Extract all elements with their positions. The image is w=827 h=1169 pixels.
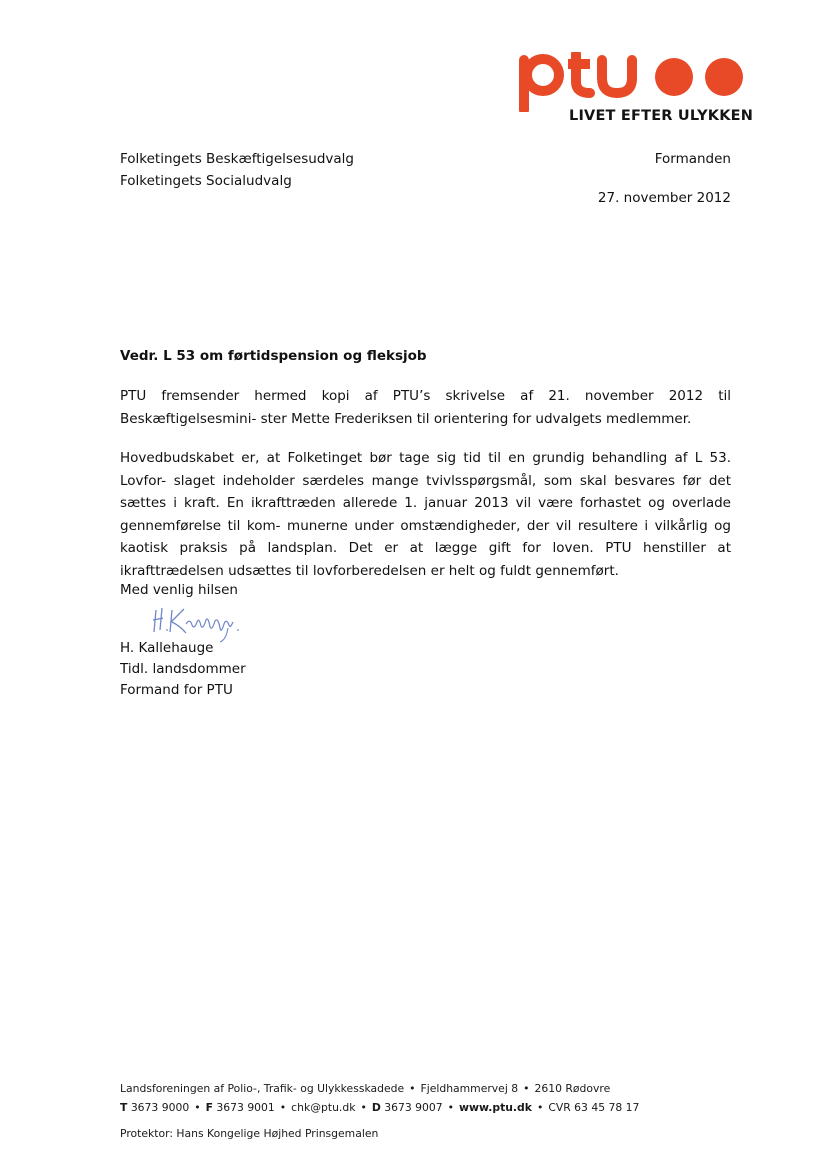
- footer-org-name: Landsforeningen af Polio-, Trafik- og Ulykkesskadede: [120, 1082, 405, 1095]
- paragraph-1: PTU fremsender hermed kopi af PTU’s skrivelse af 21. november 2012 til Beskæftigelsesmini- ster Mette Frederiksen til orientering for udvalgets medlemmer.: [120, 388, 731, 427]
- recipient-1: Folketingets Beskæftigelsesudvalg: [120, 151, 354, 167]
- footer-separator: •: [360, 1101, 367, 1114]
- footer-separator: •: [194, 1101, 201, 1114]
- recipient-2: Folketingets Socialudvalg: [120, 173, 292, 189]
- footer-fax-label: F: [205, 1101, 213, 1114]
- paragraph-2: Hovedbudskabet er, at Folketinget bør tage sig tid til en grundig behandling af L 53. Lovfor- slaget indeholder særdeles mange tvivlsspørgsmål, som skal besvares før det sættes i kraft. En ikrafttræden allerede 1. januar 2013 vil være forhastet og overlade gennemførelse til kom- munerne under omstændigheder, der vil resultere i vilkårlig og kaotisk praksis på landsplan. Det er at lægge gift for loven. PTU henstiller at ikrafttrædelsen udsættes til lovforberedelsen er helt og fuldt gennemført.: [120, 450, 731, 579]
- footer-email[interactable]: chk@ptu.dk: [291, 1101, 356, 1114]
- footer-postal-city: 2610 Rødovre: [534, 1082, 611, 1095]
- footer-separator: •: [536, 1101, 544, 1114]
- signatory-name: H. Kallehauge: [120, 640, 214, 656]
- footer-street: Fjeldhammervej 8: [420, 1082, 519, 1095]
- footer-fax: 3673 9001: [216, 1101, 275, 1114]
- footer-separator: •: [279, 1101, 287, 1114]
- footer-separator: •: [523, 1082, 530, 1095]
- footer-direct-label: D: [371, 1101, 381, 1114]
- signatory-title: Tidl. landsdommer: [120, 661, 246, 677]
- letter-subject: Vedr. L 53 om førtidspension og fleksjob: [120, 348, 427, 364]
- footer-address-line: [120, 1079, 610, 1098]
- footer-direct-phone: 3673 9007: [384, 1101, 443, 1114]
- closing-greeting: Med venlig hilsen: [120, 582, 238, 598]
- footer-separator: •: [447, 1101, 455, 1114]
- footer-contact-line: [120, 1098, 639, 1117]
- signatory-role: Formand for PTU: [120, 682, 233, 698]
- footer-protector: Protektor: Hans Kongelige Højhed Prinsgemalen: [120, 1127, 379, 1140]
- footer-phone-label: T: [120, 1101, 128, 1114]
- footer-phone: 3673 9000: [130, 1101, 190, 1114]
- footer-cvr: CVR 63 45 78 17: [548, 1101, 640, 1114]
- footer-separator: •: [409, 1082, 416, 1095]
- ptu-logo: [518, 52, 748, 112]
- logo-tagline: LIVET EFTER ULYKKEN: [569, 108, 754, 124]
- letter-date: 27. november 2012: [597, 190, 731, 206]
- footer-website[interactable]: www.ptu.dk: [459, 1101, 532, 1114]
- sender-role: Formanden: [654, 151, 731, 167]
